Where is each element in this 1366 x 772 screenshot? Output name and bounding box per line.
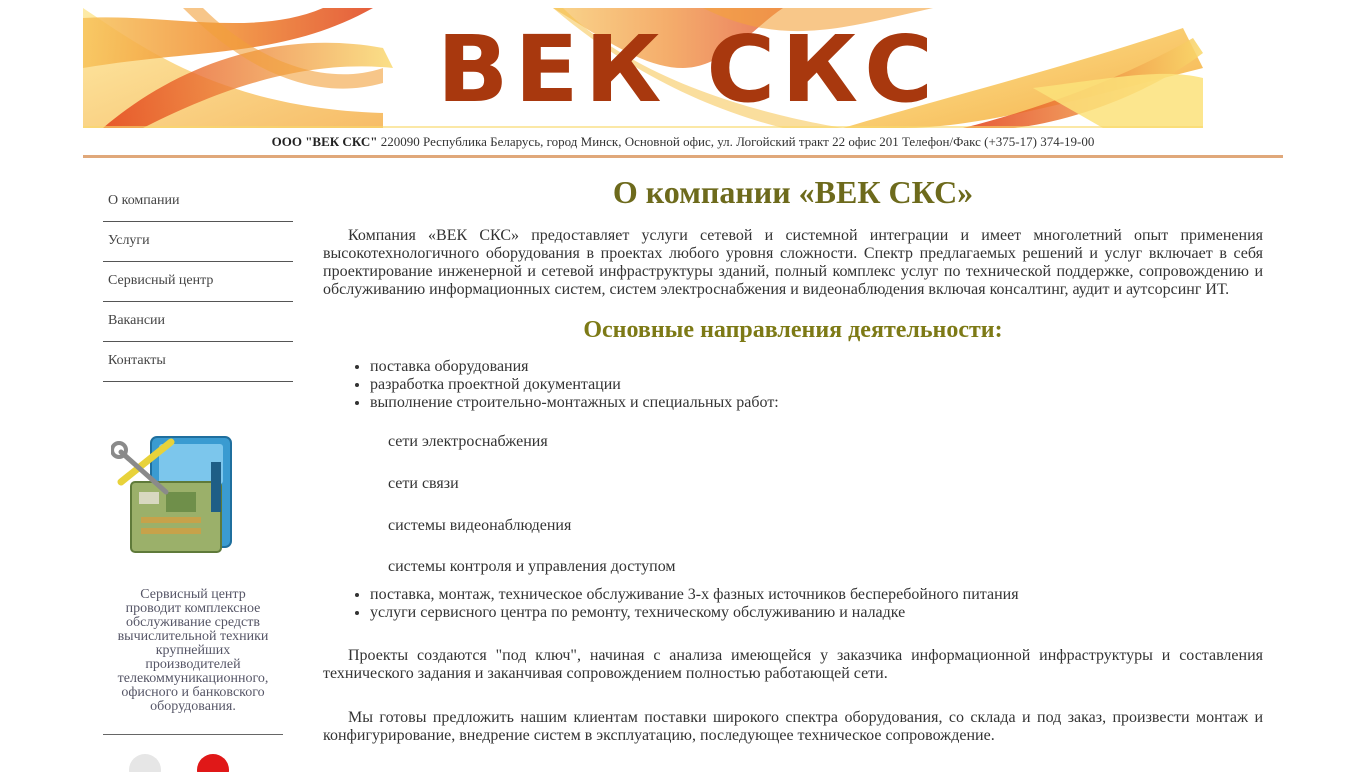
section-subtitle: Основные направления деятельности: (583, 317, 1003, 343)
header-divider (83, 155, 1283, 158)
activities-list (323, 358, 1263, 412)
sublist-item: системы видеонаблюдения (388, 517, 572, 534)
activities-list-continued (323, 586, 1263, 622)
promo-text: Сервисный центр проводит комплексное обслуживание средств вычислительной техники крупнейших производителей телекоммуникационного, офисного и банковского оборудования. (117, 587, 269, 714)
list-item: • выполнение строительно-монтажных и специальных работ: (370, 394, 1263, 412)
sidebar-item-services[interactable]: Услуги (103, 222, 293, 262)
sidebar-divider (103, 734, 283, 735)
computer-repair-icon[interactable] (111, 422, 261, 572)
decorative-balls (125, 752, 245, 772)
sidebar-item-service-center[interactable]: Сервисный центр (103, 262, 293, 302)
company-address (83, 134, 1283, 150)
list-item: • услуги сервисного центра по ремонту, техническому обслуживанию и наладке (370, 604, 1263, 622)
sidebar-menu (103, 182, 293, 382)
header-banner (83, 8, 1203, 128)
sidebar-item-vacancies[interactable]: Вакансии (103, 302, 293, 342)
sublist-item: сети связи (388, 475, 459, 492)
sidebar (103, 182, 293, 714)
sublist-item: сети электроснабжения (388, 433, 548, 450)
list-item: • разработка проектной документации (370, 376, 1263, 394)
address-details: 220090 Республика Беларусь, город Минск, Основной офис, ул. Логойский тракт 22 офис 201 Телефон/Факс (+375-17) 374-19-00 (377, 134, 1095, 149)
page-title: О компании «ВЕК СКС» (612, 174, 974, 210)
company-name: ООО "ВЕК СКС" (271, 134, 378, 149)
intro-paragraph: Компания «ВЕК СКС» предоставляет услуги сетевой и системной интеграции и имеет многолетний опыт применения высокотехнологичного оборудования в проектах любого уровня сложности. Спектр предлагаемых решений и услуг включает в себя проектирование инженерной и сетевой инфраструктуры зданий, полный комплекс услуг по технической поддержке, сопровождению и обслуживанию информационных систем, систем электроснабжения и видеонаблюдения включая консалтинг, аудит и аутсорсинг ИТ. (323, 227, 1263, 298)
turnkey-paragraph: Проекты создаются "под ключ", начиная с анализа имеющейся у заказчика информационной инфраструктуры и составления технического задания и заканчивая сопровождением полностью работающей сети. (323, 647, 1263, 682)
list-item: • поставка оборудования (370, 358, 1263, 376)
main-content (323, 172, 1263, 745)
sublist-item: системы контроля и управления доступом (388, 558, 676, 575)
sidebar-item-contacts[interactable]: Контакты (103, 342, 293, 382)
logo-text: ВЕК СКС (436, 16, 940, 123)
offer-paragraph: Мы готовы предложить нашим клиентам поставки широкого спектра оборудования, со склада и под заказ, произвести монтаж и конфигурирование, внедрение систем в эксплуатацию, последующее техническое сопровождение. (323, 709, 1263, 744)
page-wrapper (83, 0, 1283, 768)
list-item: • поставка, монтаж, техническое обслуживание 3-х фазных источников бесперебойного питания (370, 586, 1263, 604)
sidebar-item-about[interactable]: О компании (103, 182, 293, 222)
